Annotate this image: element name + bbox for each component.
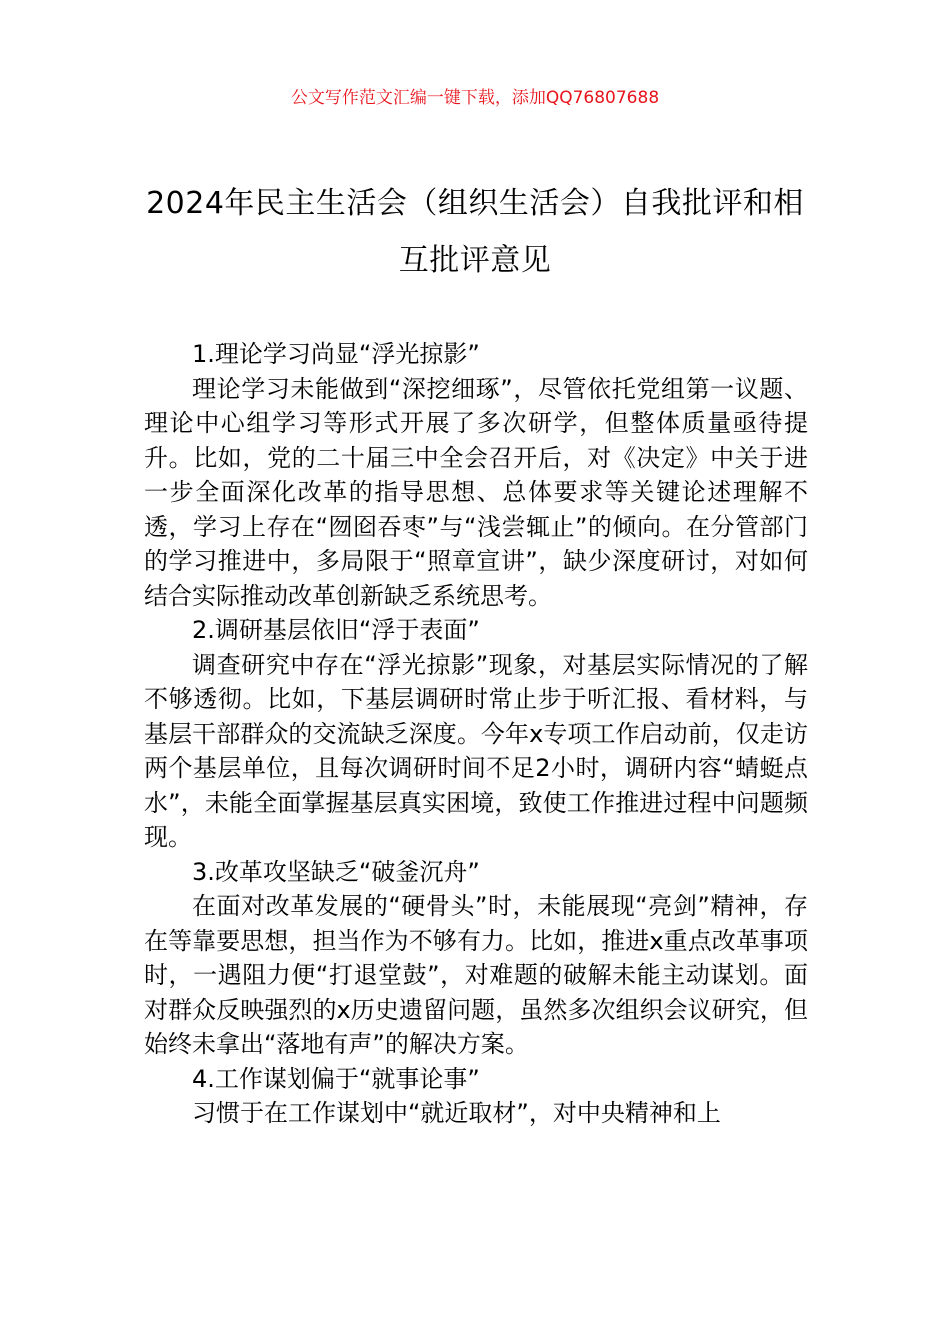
document-body bbox=[144, 337, 808, 1131]
section-heading: 2.调研基层依旧“浮于表面” bbox=[192, 616, 480, 644]
section-paragraph: 调查研究中存在“浮光掠影”现象，对基层实际情况的了解不够透彻。比如，下基层调研时常止步于听汇报、看材料，与基层干部群众的交流缺乏深度。今年x专项工作启动前，仅走访两个基层单位，且每次调研时间不足2小时，调研内容“蜻蜓点水”，未能全面掌握基层真实困境，致使工作推进过程中问题频现。 bbox=[144, 650, 808, 851]
download-banner: 公文写作范文汇编一键下载，添加QQ76807688 bbox=[290, 88, 660, 108]
section-paragraph: 在面对改革发展的“硬骨头”时，未能展现“亮剑”精神，存在等靠要思想，担当作为不够有力。比如，推进x重点改革事项时，一遇阻力便“打退堂鼓”，对难题的破解未能主动谋划。面对群众反映强烈的x历史遗留问题，虽然多次组织会议研究，但始终未拿出“落地有声”的解决方案。 bbox=[144, 892, 808, 1058]
section-heading: 1.理论学习尚显“浮光掠影” bbox=[192, 340, 480, 368]
section-paragraph: 习惯于在工作谋划中“就近取材”，对中央精神和上 bbox=[192, 1099, 721, 1127]
section-heading: 4.工作谋划偏于“就事论事” bbox=[192, 1064, 480, 1093]
section-paragraph: 理论学习未能做到“深挖细琢”，尽管依托党组第一议题、理论中心组学习等形式开展了多次研学，但整体质量亟待提升。比如，党的二十届三中全会召开后，对《决定》中关于进一步全面深化改革的指导思想、总体要求等关键论述理解不透，学习上存在“囫囵吞枣”与“浅尝辄止”的倾向。在分管部门的学习推进中，多局限于“照章宣讲”，缺少深度研讨，对如何结合实际推动改革创新缺乏系统思考。 bbox=[144, 374, 808, 610]
section-heading: 3.改革攻坚缺乏“破釜沉舟” bbox=[192, 857, 480, 886]
document-title: 2024年民主生活会（组织生活会）自我批评和相互批评意见 bbox=[146, 186, 804, 278]
